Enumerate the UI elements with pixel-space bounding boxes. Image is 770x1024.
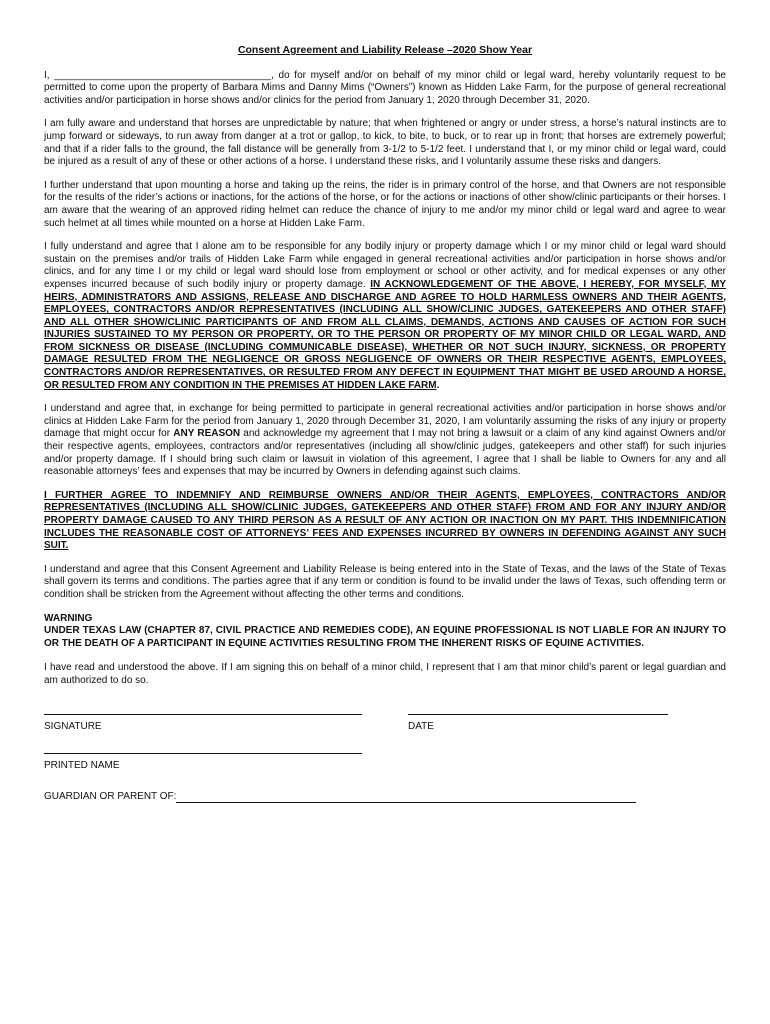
acknowledgement-paragraph: I have read and understood the above. If I am signing this on behalf of a minor child, I represent that I am that minor child’s parent or legal guardian and am authorized to do so. bbox=[44, 662, 726, 686]
warning-block bbox=[44, 613, 726, 651]
release-clause-period: . bbox=[436, 379, 440, 391]
responsibility-text: I fully understand and agree that I alone am to be responsible for any bodily injury or property damage which I or my minor child or legal ward should sustain on the premises and/or trails of Hidden Lake Farm while engaged in general recreational activities and/or participation in horse shows and/or clinics, and for any time I or my child or legal ward should lose from employment or school or other activity, and for medical expenses or any other expenses incurred because of such bodily injury or property damage. bbox=[44, 241, 726, 290]
assumption-of-risk-paragraph bbox=[44, 403, 726, 479]
guardian-row bbox=[44, 791, 726, 804]
printed-name-block bbox=[44, 753, 726, 773]
assumption-text-a: I understand and agree that, in exchange for being permitted to participate in general recreational activities and/or participation in horse shows and/or clinics at Hidden Lake Farm for the period from January 1, 2020 through December 31, 2020, I am voluntarily assuming the risks of any injury or property damage that might occur for bbox=[44, 403, 726, 440]
intro-paragraph: I, _______________________________________, do for myself and/or on behalf of my minor child or legal ward, hereby voluntarily request to be permitted to come upon the property of Barbara Mims and Danny Mims (“Owners”) known as Hidden Lake Farm, for the purpose of general recreational activities and/or participation in horse shows and/or clinics for the period from January 1, 2020 through December 31, 2020. bbox=[44, 69, 726, 106]
guardian-label: GUARDIAN OR PARENT OF: bbox=[44, 790, 177, 802]
printed-name-label: PRINTED NAME bbox=[44, 760, 120, 772]
document-title: Consent Agreement and Liability Release –2020 Show Year bbox=[237, 44, 533, 56]
guardian-line[interactable] bbox=[176, 792, 636, 803]
warning-heading: WARNING bbox=[44, 612, 93, 624]
risk-awareness-paragraph: I am fully aware and understand that horses are unpredictable by nature; that when frightened or angry or under stress, a horse’s natural instincts are to jump forward or sideways, to run away from danger at a trot or gallop, to kick, to bite, to buck, or to rear up in front; that horses are extremely powerful; and that if a rider falls to the ground, the fall distance will be generally from 3-1/2 to 5-1/2 feet. I understand that I, or my minor child or legal ward, could be injured as a result of any of these or other actions of a horse. I understand these risks, and I voluntarily assume these risks and dangers. bbox=[44, 118, 726, 168]
warning-text: UNDER TEXAS LAW (CHAPTER 87, CIVIL PRACTICE AND REMEDIES CODE), AN EQUINE PROFESSIONAL IS NOT LIABLE FOR AN INJURY TO OR THE DEATH OF A PARTICIPANT IN EQUINE ACTIVITIES RESULTING FROM THE INHERENT RISKS OF EQUINE ACTIVITIES. bbox=[44, 625, 726, 649]
governing-law-paragraph: I understand and agree that this Consent Agreement and Liability Release is being entered into in the State of Texas, and the laws of the State of Texas shall govern its terms and conditions. The parties agree that if any term or condition is found to be invalid under the laws of Texas, such offending term or condition shall be stricken from the Agreement without affecting the other terms and conditions. bbox=[44, 563, 726, 600]
date-column bbox=[408, 714, 668, 734]
signature-column bbox=[44, 714, 408, 734]
any-reason-emphasis: ANY REASON bbox=[173, 428, 241, 440]
release-clause: IN ACKNOWLEDGEMENT OF THE ABOVE, I HEREBY, FOR MYSELF, MY HEIRS, ADMINISTRATORS AND ASSIGNS, RELEASE AND DISCHARGE AND AGREE TO HOLD HARMLESS OWNERS AND THEIR AGENTS, EMPLOYEES, CONTRACTORS AND/OR REPRESENTATIVES (INCLUDING ALL SHOW/CLINIC JUDGES, GATEKEEPERS AND OTHER STAFF) AND ALL OTHER SHOW/CLINIC PARTICIPANTS OF AND FROM ALL CLAIMS, DEMANDS, ACTIONS AND CAUSES OF ACTION FOR SUCH INJURIES SUSTAINED TO MY PERSON OR PROPERTY, OR TO THE PERSON OR PROPERTY OF MY MINOR CHILD OR LEGAL WARD, AND FROM SICKNESS OR DISEASE (INCLUDING COMMUNICABLE DISEASE), WHETHER OR NOT SUCH INJURY, SICKNESS, OR PROPERTY DAMAGE RESULTED FROM THE NEGLIGENCE OR GROSS NEGLIGENCE OF OWNERS OR THEIR RESPECTIVE AGENTS, EMPLOYEES, CONTRACTORS AND/OR REPRESENTATIVES, OR RESULTED FROM ANY DEFECT IN EQUIPMENT THAT MIGHT BE USED AROUND A HORSE, OR RESULTED FROM ANY CONDITION IN THE PREMISES AT HIDDEN LAKE FARM bbox=[44, 278, 726, 391]
date-line[interactable] bbox=[408, 714, 668, 715]
rider-control-paragraph: I further understand that upon mounting a horse and taking up the reins, the rider is in primary control of the horse, and that Owners are not responsible for the results of the rider’s actions or inactions, for the actions of the horse, or for the actions or inactions of other show/clinic participants or their horses. I am aware that the wearing of an approved riding helmet can reduce the chance of injury to me and/or my minor child or legal ward and agree to wear such helmet at all times while mounted on a horse at Hidden Lake Farm. bbox=[44, 179, 726, 229]
signature-row bbox=[44, 714, 726, 734]
printed-name-line[interactable] bbox=[44, 753, 362, 754]
responsibility-release-paragraph bbox=[44, 241, 726, 392]
signature-line[interactable] bbox=[44, 714, 362, 715]
assumption-text-b: and acknowledge my agreement that I may not bring a lawsuit or a claim of any kind against Owners and/or their respective agents, employees, contractors and/or representatives (including all show/clinic judges, gatekeepers and other staff) for such injuries and/or property damage. If I should bring such claim or lawsuit in violation of this agreement, I agree that I shall be liable to Owners for any and all reasonable attorneys’ fees and expenses that may be incurred by Owners in defending against such claims. bbox=[44, 428, 726, 478]
indemnification-paragraph: I FURTHER AGREE TO INDEMNIFY AND REIMBURSE OWNERS AND/OR THEIR AGENTS, EMPLOYEES, CONTRACTORS AND/OR REPRESENTATIVES (INCLUDING ALL SHOW/CLINIC JUDGES, GATEKEEPERS AND OTHER STAFF) FROM AND FOR ANY INJURY AND/OR PROPERTY DAMAGE CAUSED TO ANY THIRD PERSON AS A RESULT OF ANY ACTION OR INACTION ON MY PART. THIS INDEMNIFICATION INCLUDES THE REASONABLE COST OF ATTORNEYS’ FEES AND EXPENSES INCURRED BY OWNERS IN DEFENDING AGAINST ANY SUCH SUIT. bbox=[44, 489, 726, 552]
signature-label: SIGNATURE bbox=[44, 720, 102, 732]
date-label: DATE bbox=[408, 720, 434, 732]
